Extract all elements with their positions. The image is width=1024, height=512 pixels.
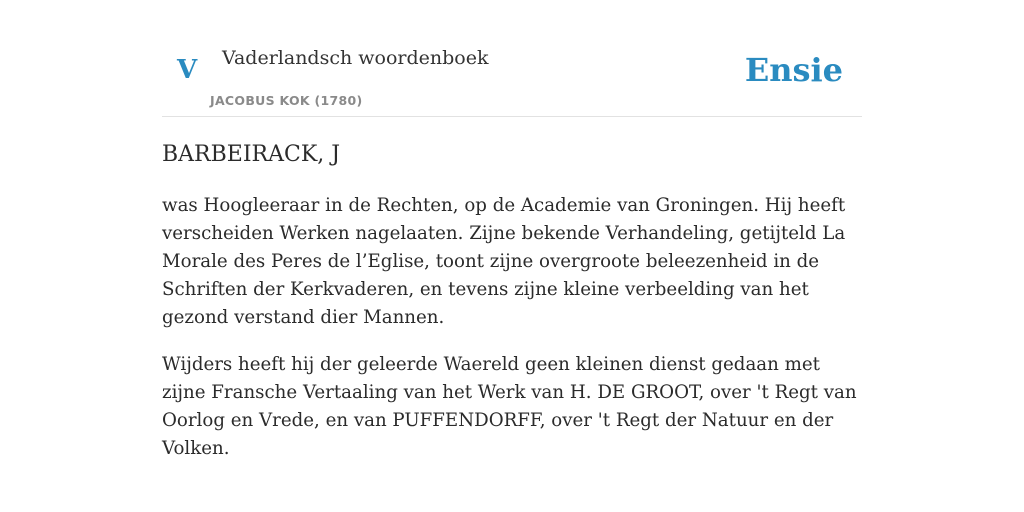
header <box>162 0 862 117</box>
book-title-link[interactable]: Vaderlandsch woordenboek <box>222 47 489 69</box>
entry-paragraph: was Hoogleeraar in de Rechten, op de Academie van Groningen. Hij heeft verscheiden Werken nagelaaten. Zijne bekende Verhandeling, getijteld La Morale des Peres de l’Eglise, toont zijne overgroote beleezenheid in de Schriften der Kerkvaderen, en tevens zijne kleine verbeelding van het gezond verstand dier Mannen. <box>162 195 846 328</box>
book-letter-icon[interactable]: V <box>177 55 198 85</box>
ensie-logo-link[interactable]: Ensie <box>744 51 843 89</box>
entry-body <box>162 192 862 482</box>
entry-paragraph: Wijders heeft hij der geleerde Waereld geen kleinen dienst gedaan met zijne Fransche Vertaaling van het Werk van H. DE GROOT, over 't Regt van Oorlog en Vrede, en van PUFFENDORFF, over 't Regt der Natuur en der Volken. <box>162 354 857 459</box>
book-author: JACOBUS KOK (1780) <box>210 93 363 108</box>
entry-title: BARBEIRACK, J <box>162 142 341 167</box>
